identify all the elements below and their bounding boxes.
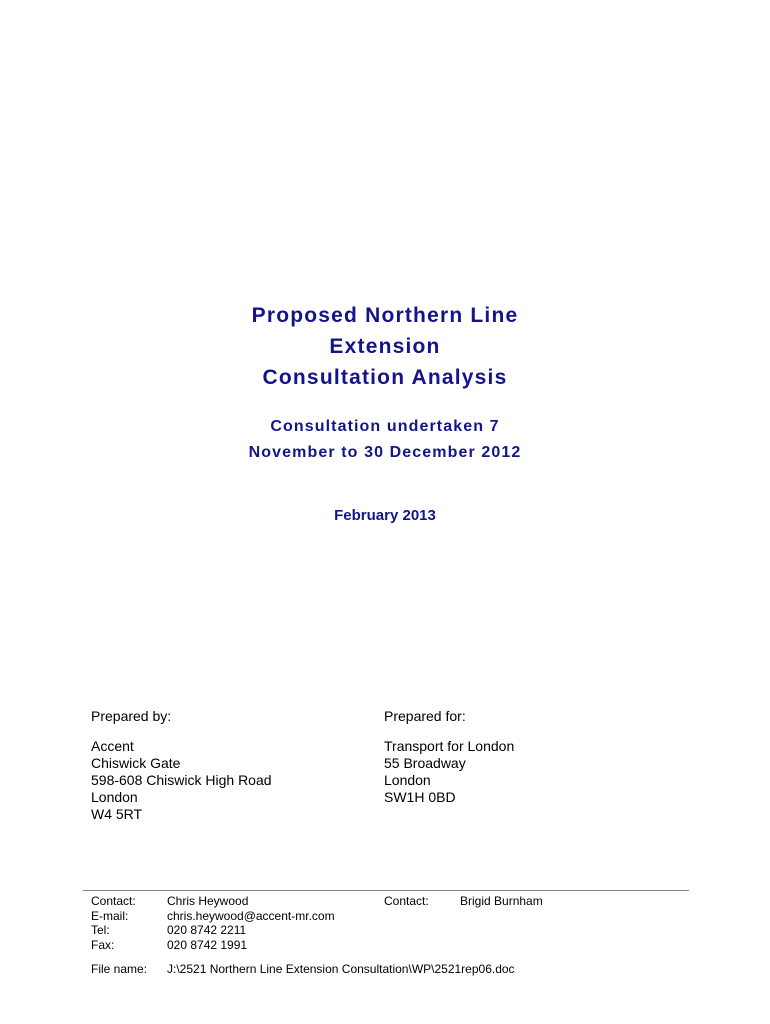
tel-value: 020 8742 2211 <box>167 923 247 937</box>
subtitle-line-2: November to 30 December 2012 <box>248 444 522 461</box>
prepared-by-address-line: 598-608 Chiswick High Road <box>91 772 272 788</box>
prepared-by-address-line: Chiswick Gate <box>91 755 181 771</box>
email-row <box>91 909 335 924</box>
prepared-by-block <box>91 708 272 823</box>
accent-contact-details <box>91 894 335 952</box>
prepared-for-address-line: London <box>384 772 431 788</box>
contact-label: Contact: <box>384 894 429 908</box>
subtitle-line-1: Consultation undertaken 7 <box>270 418 500 435</box>
contact-name: Chris Heywood <box>167 894 249 908</box>
prepared-for-address-line: Transport for London <box>384 738 515 754</box>
fax-label: Fax: <box>91 937 115 952</box>
document-subtitle <box>0 414 770 466</box>
prepared-by-address-line: London <box>91 789 138 805</box>
fax-row <box>91 938 335 953</box>
file-path: J:\2521 Northern Line Extension Consultation\WP\2521rep06.doc <box>167 962 515 976</box>
email-label: E-mail: <box>91 908 129 923</box>
tfl-contact-details <box>384 894 543 909</box>
tel-row <box>91 923 335 938</box>
fax-value: 020 8742 1991 <box>167 937 248 952</box>
contact-row <box>91 894 335 909</box>
report-date: February 2013 <box>334 507 436 524</box>
prepared-for-address-line: SW1H 0BD <box>384 789 456 805</box>
title-line-3: Consultation Analysis <box>262 366 508 389</box>
email-value: chris.heywood@accent-mr.com <box>167 908 335 923</box>
title-line-1: Proposed Northern Line <box>251 304 519 327</box>
prepared-by-address-line: W4 5RT <box>91 806 143 822</box>
prepared-by-address-line: Accent <box>91 738 134 754</box>
document-title <box>0 300 770 393</box>
contact-row <box>384 894 543 909</box>
contact-divider <box>83 890 689 891</box>
title-line-2: Extension <box>329 335 441 358</box>
contact-name: Brigid Burnham <box>460 894 543 908</box>
prepared-for-heading: Prepared for: <box>384 708 466 724</box>
prepared-by-heading: Prepared by: <box>91 708 172 724</box>
prepared-for-block <box>384 708 514 806</box>
prepared-for-address-line: 55 Broadway <box>384 755 466 771</box>
file-name-row <box>91 962 515 977</box>
tel-label: Tel: <box>91 923 110 937</box>
contact-label: Contact: <box>91 894 136 908</box>
file-name-label: File name: <box>91 962 148 976</box>
